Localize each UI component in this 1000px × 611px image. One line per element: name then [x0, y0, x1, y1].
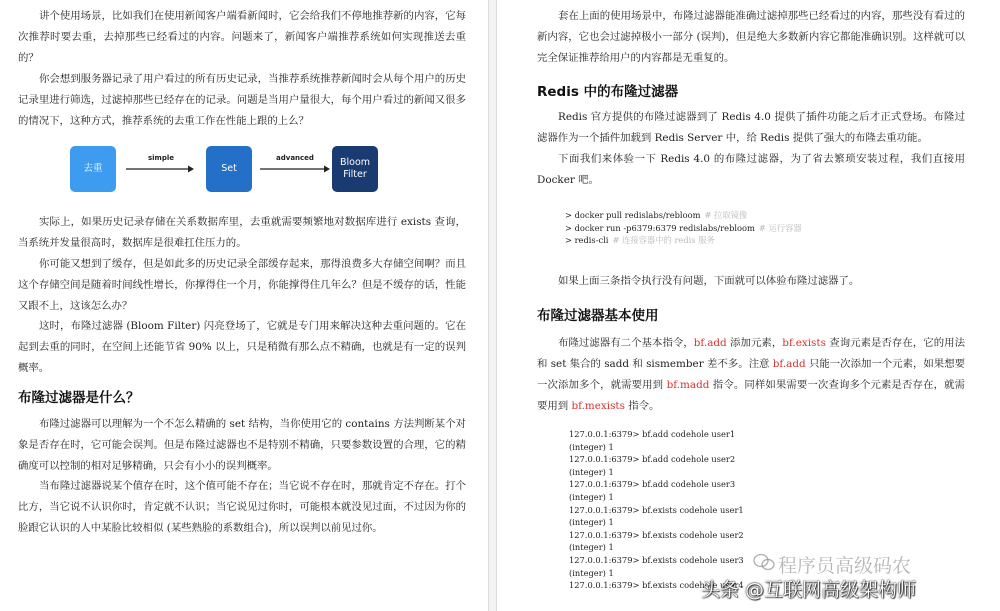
heading-bloom-basic: 布隆过滤器基本使用 — [537, 308, 659, 324]
paragraph-news-scenario: 讲个使用场景，比如我们在使用新闻客户端看新闻时，它会给我们不停地推荐新的内容，它每次推荐时要去重，去掉那些已经看过的内容。问题来了，新闻客户端推荐系统如何实现推送去重的？ — [18, 10, 466, 64]
paragraph-cache: 你可能又想到了缓存，但是如此多的历史记录全部缓存起来，那得浪费多大存储空间啊？而且这个存储空间是随着时间线性增长，你撑得住一个月，你能撑得住几年么？但是不缓存的话，性能又跟不上，这该怎么办？ — [18, 258, 466, 312]
code-line: 127.0.0.1:6379> bf.add codehole user3 — [569, 479, 736, 490]
watermark-wechat: 程序员高级码农 — [778, 555, 912, 577]
paragraph-docker: 下面我们来体验一下 Redis 4.0 的布隆过滤器，为了省去繁琐安装过程，我们直接用 Docker 吧。 — [537, 153, 965, 186]
left-page — [0, 0, 488, 611]
paragraph-bloom-commands: 布隆过滤器有二个基本指令，bf.add 添加元素，bf.exists 查询元素是否存在，它的用法和 set 集合的 sadd 和 sismember 差不多。注意 bf.add 只能一次添加一个元素，如果想要一次添加多个，就需要用到 bf.madd 指令。同样如果需要一次查询多个元素是否存在，就需要用到 bf.mexists 指令。 — [537, 337, 965, 412]
arrow-label-simple: simple — [147, 154, 175, 162]
diagram-box-dedup: 去重 — [70, 146, 116, 192]
page-gutter — [488, 0, 497, 611]
paragraph-history-records: 你会想到服务器记录了用户看过的所有历史记录，当推荐系统推荐新闻时会从每个用户的历史记录里进行筛选，过滤掉那些已经存在的记录。问题是当用户量很大，每个用户看过的新闻又很多的情况下，这种方式，推荐系统的去重工作在性能上跟的上么？ — [18, 73, 466, 127]
code-line: > redis-cli # 连接容器中的 redis 服务 — [565, 235, 715, 246]
redis-cli-code-block — [569, 428, 744, 592]
paragraph-experience: 如果上面三条指令执行没有问题，下面就可以体验布隆过滤器了。 — [558, 275, 860, 287]
code-line: (integer) 1 — [569, 542, 614, 553]
code-line: (integer) 1 — [569, 466, 614, 477]
code-line: 127.0.0.1:6379> bf.exists codehole user4 — [569, 580, 744, 591]
code-bf-add: bf.add — [772, 358, 806, 370]
code-bf-mexists: bf.mexists — [571, 400, 625, 412]
diagram-box-bloom-filter: Bloom Filter — [332, 146, 378, 192]
paragraph-scenario-filter: 套在上面的使用场景中，布隆过滤器能准确过滤掉那些已经看过的内容，那些没有看过的新内容，它也会过滤掉极小一部分 (误判)，但是绝大多数新内容它都能准确识别。这样就可以完全保证推荐给用户的内容都是无重复的。 — [537, 10, 965, 64]
arrow-right-icon — [260, 164, 330, 174]
code-line: 127.0.0.1:6379> bf.exists codehole user3 — [569, 554, 744, 565]
paragraph-database-exists: 实际上，如果历史记录存储在关系数据库里，去重就需要频繁地对数据库进行 exists 查询，当系统并发量很高时，数据库是很难扛住压力的。 — [18, 216, 466, 249]
code-bf-exists: bf.exists — [782, 337, 826, 349]
code-bf-add: bf.add — [693, 337, 727, 349]
code-line: 127.0.0.1:6379> bf.exists codehole user1 — [569, 504, 744, 515]
code-line: 127.0.0.1:6379> bf.add codehole user1 — [569, 429, 736, 439]
code-line: 127.0.0.1:6379> bf.add codehole user2 — [569, 454, 736, 465]
code-line: > docker pull redislabs/rebloom # 拉取镜像 — [565, 210, 748, 220]
diagram-box-set: Set — [206, 146, 252, 192]
paragraph-bloom-exists: 当布隆过滤器说某个值存在时，这个值可能不存在；当它说不存在时，那就肯定不存在。打个比方，当它说不认识你时，肯定就不认识；当它说见过你时，可能根本就没见过面，不过因为你的脸跟它认识的人中某脸比较相似 (某些熟脸的系数组合)，所以误判以前见过你。 — [18, 480, 466, 534]
code-bf-madd: bf.madd — [666, 379, 710, 391]
arrow-label-advanced: advanced — [276, 154, 314, 162]
arrow-right-icon — [126, 164, 194, 174]
wechat-icon — [753, 553, 775, 571]
heading-what-is-bloom: 布隆过滤器是什么？ — [18, 390, 140, 406]
code-line: 127.0.0.1:6379> bf.exists codehole user2 — [569, 529, 744, 540]
code-line: (integer) 1 — [569, 441, 614, 452]
paragraph-bloom-set: 布隆过滤器可以理解为一个不怎么精确的 set 结构，当你使用它的 contains 方法判断某个对象是否存在时，它可能会误判。但是布隆过滤器也不是特别不精确，只要参数设置的合理，它的精确度可以控制的相对足够精确，只会有小小的误判概率。 — [18, 418, 466, 472]
paragraph-bloom-intro: 这时，布隆过滤器 (Bloom Filter) 闪亮登场了，它就是专门用来解决这种去重问题的。它在起到去重的同时，在空间上还能节省 90% 以上，只是稍微有那么点不精确，也就是有一定的误判概率。 — [18, 320, 466, 374]
paragraph-redis-plugin: Redis 官方提供的布隆过滤器到了 Redis 4.0 提供了插件功能之后才正式登场。布隆过滤器作为一个插件加载到 Redis Server 中，给 Redis 提供了强大的布隆去重功能。 — [537, 111, 965, 144]
code-line: (integer) 1 — [569, 491, 614, 502]
heading-redis-bloom: Redis 中的布隆过滤器 — [537, 84, 679, 100]
right-page — [497, 0, 1000, 611]
docker-code-block — [565, 209, 802, 247]
watermark-toutiao: 头条 @互联网高级架构师 — [701, 579, 917, 601]
code-line: > docker run -p6379:6379 redislabs/rebloom # 运行容器 — [565, 222, 802, 233]
code-line: (integer) 1 — [569, 567, 614, 578]
code-line: (integer) 1 — [569, 517, 614, 528]
